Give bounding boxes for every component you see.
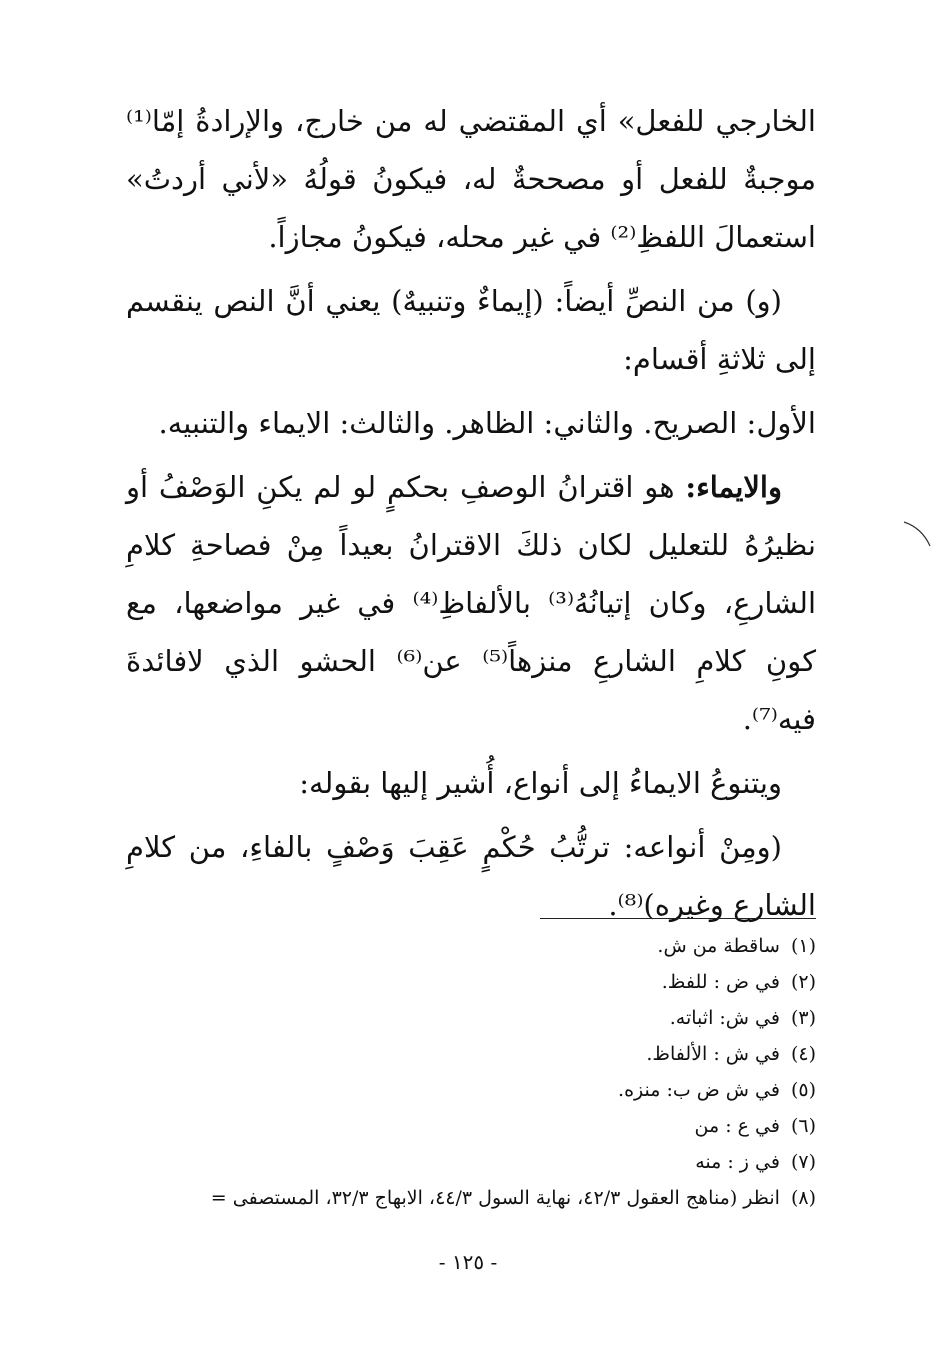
- paragraph-2: (و) من النصِّ أيضاً: (إيماءٌ وتنبيهٌ) يعني أنَّ النص ينقسم إلى ثلاثةِ أقسام:: [126, 284, 816, 376]
- footnote-text: في ش ض ب: منزه.: [618, 1079, 780, 1101]
- page-number: - ١٢٥ -: [438, 1250, 498, 1274]
- footnote-number: (٢): [790, 971, 816, 993]
- paragraph-3: الأول: الصريح. والثاني: الظاهر. والثالث: الايماء والتنبيه.: [158, 406, 816, 440]
- footnote-5: [96, 1072, 816, 1108]
- paragraph-1: الخارجي للفعل» أي المقتضي له من خارج، والإرادةُ إمّا⁽¹⁾ موجبةٌ للفعل أو مصححةٌ له، فيكونُ قولُهُ «لأني أردتُ» استعمالَ اللفظِ⁽²⁾ في غير محله، فيكونُ مجازاً.: [126, 104, 816, 254]
- footnote-4: [96, 1036, 816, 1072]
- footnotes-list: [96, 928, 816, 1216]
- footnote-number: (٥): [790, 1079, 816, 1101]
- definition-text: هو اقترانُ الوصفِ بحكمٍ لو لم يكنِ الوَصْفُ أو نظيرُهُ للتعليل لكان ذلكَ الاقترانُ بعيداً مِنْ فصاحةِ كلامِ الشارعِ، وكان إتيانُهُ⁽³⁾ بالألفاظِ⁽⁴⁾ في غير مواضعها، مع كونِ كلامِ الشارعِ منزهاً⁽⁵⁾ عن⁽⁶⁾ الحشو الذي لافائدةَ فيه⁽⁷⁾.: [126, 470, 817, 736]
- footnote-number: (٨): [790, 1187, 816, 1209]
- footnote-number: (٣): [790, 1007, 816, 1029]
- footnote-3: [96, 1000, 816, 1036]
- paragraph-6: (ومِنْ أنواعه: ترتُّبُ حُكْمٍ عَقِبَ وَصْفٍ بالفاءِ، من كلامِ الشارع وغيره)⁽⁸⁾.: [126, 830, 816, 922]
- footnote-divider: [540, 918, 816, 919]
- margin-curve-mark: [902, 520, 932, 550]
- paragraph-4: [126, 458, 816, 748]
- footnote-text: في ز : منه: [695, 1151, 780, 1173]
- footnote-7: [96, 1144, 816, 1180]
- paragraph-5: ويتنوعُ الايماءُ إلى أنواع، أُشير إليها بقوله:: [299, 766, 782, 800]
- footnote-6: [96, 1108, 816, 1144]
- footnote-1: [96, 928, 816, 964]
- footnote-text: في ش: اثباته.: [669, 1007, 780, 1029]
- footnote-text: في ع : من: [694, 1115, 780, 1137]
- footnote-8: [96, 1180, 816, 1216]
- footnote-text: في ض : للفظ.: [661, 971, 780, 993]
- footnote-text: ساقطة من ش.: [657, 935, 780, 957]
- footnote-text: في ش : الألفاظ.: [646, 1043, 780, 1065]
- footnote-number: (٦): [790, 1115, 816, 1137]
- main-text: [126, 92, 816, 940]
- footnote-text: انظر (مناهج العقول ٤٢/٣، نهاية السول ٤٤/٣، الابهاج ٣٢/٣، المستصفى =: [210, 1187, 780, 1209]
- footnote-number: (١): [790, 935, 816, 957]
- definition-term: والايماء:: [685, 470, 782, 504]
- footnote-2: [96, 964, 816, 1000]
- footnote-number: (٧): [790, 1151, 816, 1173]
- footnote-number: (٤): [790, 1043, 816, 1065]
